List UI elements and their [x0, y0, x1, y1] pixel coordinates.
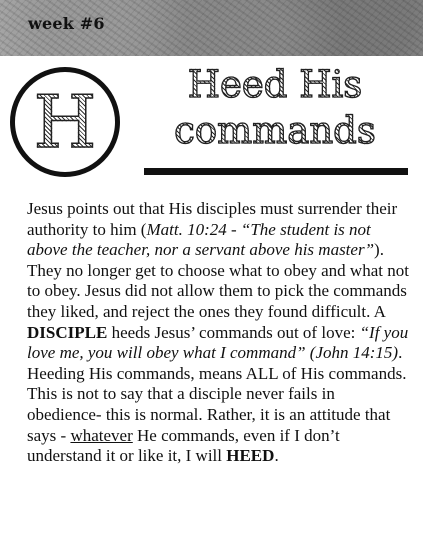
title-line-1: Heed His [187, 63, 363, 106]
body-text-1: Jesus points out that His disciples must surrender their authority to him ( [27, 199, 398, 239]
heed-emphasis: HEED [226, 446, 275, 466]
page-title [140, 62, 410, 154]
body-text-2: ). They no longer get to choose what to obey and what not to obey. Jesus did not allow them to pick the commands they liked, and reject the ones they found difficult. A [27, 240, 409, 321]
letter-badge [10, 67, 120, 177]
badge-letter: H [15, 80, 115, 164]
body-paragraph [27, 199, 412, 467]
week-label: week #6 [28, 14, 105, 33]
disciple-emphasis: DISCIPLE [27, 322, 108, 342]
body-text-5: He commands, even if I don’t understand it or like it, I will [27, 425, 340, 466]
body-text-4: . Heeding His commands, means ALL of His commands. This is not to say that a disciple never fails in obedience- this is normal. Rather, it is an attitude that says - [27, 343, 407, 445]
body-text-3: heeds Jesus’ commands out of love: [107, 322, 360, 342]
title-underline [144, 168, 408, 175]
header-banner [0, 0, 423, 56]
whatever-underlined: whatever [70, 425, 133, 445]
title-line-2: commands [174, 109, 376, 152]
body-text-6: . [274, 446, 279, 466]
scripture-quote-1: Matt. 10:24 - “The student is not above the teacher, nor a servant above his master” [27, 219, 375, 260]
scripture-quote-2: “If you love me, you will obey what I command” (John 14:15) [27, 322, 409, 363]
